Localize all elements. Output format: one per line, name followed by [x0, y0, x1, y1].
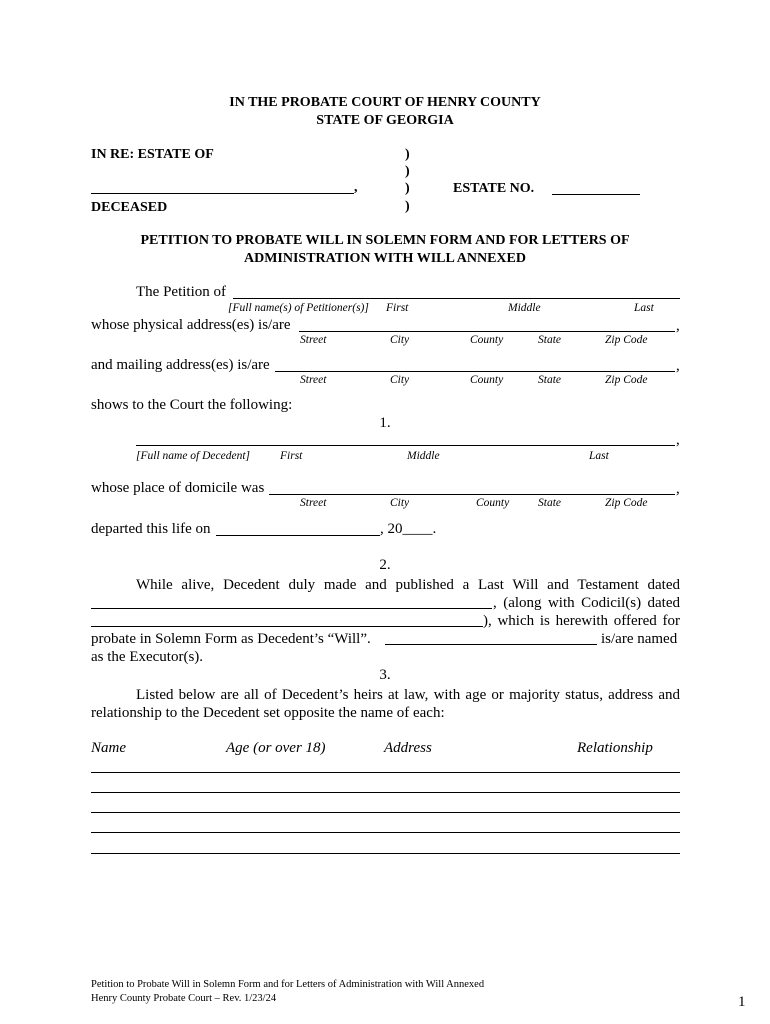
last-hint: Last — [634, 302, 654, 314]
street-hint: Street — [300, 497, 327, 509]
city-hint: City — [390, 374, 410, 386]
state-name: STATE OF GEORGIA — [316, 113, 454, 128]
heir-row-field[interactable] — [91, 812, 680, 813]
physical-address-field[interactable] — [299, 331, 675, 332]
street-hint: Street — [300, 334, 327, 346]
caption-paren: ) — [405, 181, 410, 196]
footer-form-title: Petition to Probate Will in Solemn Form and for Letters of Administration with Will Annexed — [91, 979, 485, 990]
domicile-label: whose place of domicile was — [91, 480, 265, 496]
column-age: Age (or over 18) — [226, 740, 326, 756]
heir-row-field[interactable] — [91, 792, 680, 793]
in-re-label: IN RE: ESTATE OF — [91, 147, 214, 162]
heir-row-field[interactable] — [91, 832, 680, 833]
caption-paren: ) — [405, 147, 410, 162]
zip-hint: Zip Code — [605, 334, 648, 346]
mailing-address-field[interactable] — [275, 371, 675, 372]
petition-title-line2: ADMINISTRATION WITH WILL ANNEXED — [243, 251, 526, 266]
court-name: IN THE PROBATE COURT OF HENRY COUNTY — [229, 95, 541, 110]
city-hint: City — [390, 334, 410, 346]
estate-no-field[interactable] — [552, 194, 640, 195]
will-statement-line1: While alive, Decedent duly made and published a Last Will and Testament dated — [136, 577, 680, 593]
shows-label: shows to the Court the following: — [91, 397, 293, 413]
domicile-field[interactable] — [269, 494, 675, 495]
comma: , — [676, 358, 680, 374]
heirs-statement-line1: Listed below are all of Decedent’s heirs at law, with age or majority status, address and — [136, 687, 680, 703]
column-address: Address — [384, 740, 432, 756]
comma: , — [676, 432, 680, 448]
decedent-hint: [Full name of Decedent] — [136, 450, 251, 462]
executor-field[interactable] — [385, 644, 597, 645]
petitioner-hint: [Full name(s) of Petitioner(s)] — [228, 302, 369, 314]
will-statement-line5: as the Executor(s). — [91, 649, 204, 665]
death-date-field[interactable] — [216, 535, 380, 536]
heirs-statement-line2: relationship to the Decedent set opposite the name of each: — [91, 705, 445, 721]
mailing-address-label: and mailing address(es) is/are — [91, 357, 270, 373]
petitioner-name-field[interactable] — [233, 298, 680, 299]
estate-no-label: ESTATE NO. — [453, 181, 535, 196]
page-number: 1 — [738, 994, 746, 1010]
zip-hint: Zip Code — [605, 374, 648, 386]
column-name: Name — [91, 740, 126, 756]
petition-title-line1: PETITION TO PROBATE WILL IN SOLEMN FORM AND FOR LETTERS OF — [140, 233, 630, 248]
middle-hint: Middle — [508, 302, 541, 314]
decedent-name-field[interactable] — [136, 445, 675, 446]
departed-label: departed this life on — [91, 521, 211, 537]
state-hint: State — [538, 497, 561, 509]
petition-of-label: The Petition of — [136, 284, 226, 300]
codicil-date-field[interactable] — [91, 626, 483, 627]
will-statement-line2: , (along with Codicil(s) dated — [493, 595, 680, 611]
first-hint: First — [280, 450, 303, 462]
section-1-number: 1. — [379, 415, 391, 431]
county-hint: County — [470, 334, 504, 346]
estate-name-field[interactable] — [91, 193, 354, 194]
state-hint: State — [538, 374, 561, 386]
column-relationship: Relationship — [577, 740, 653, 756]
section-3-number: 3. — [379, 667, 391, 683]
comma: , — [676, 481, 680, 497]
street-hint: Street — [300, 374, 327, 386]
city-hint: City — [390, 497, 410, 509]
physical-address-label: whose physical address(es) is/are — [91, 317, 291, 333]
comma: , — [676, 318, 680, 334]
county-hint: County — [476, 497, 510, 509]
middle-hint: Middle — [407, 450, 440, 462]
caption-paren: ) — [405, 199, 410, 214]
will-statement-line4: probate in Solemn Form as Decedent’s “Will”. — [91, 631, 371, 647]
is-are-named: is/are named — [601, 631, 678, 647]
state-hint: State — [538, 334, 561, 346]
heir-row-field[interactable] — [91, 772, 680, 773]
caption-comma: , — [354, 180, 358, 195]
footer-revision: Henry County Probate Court – Rev. 1/23/24 — [91, 993, 277, 1004]
first-hint: First — [386, 302, 409, 314]
will-statement-line3: ), which is herewith offered for — [483, 613, 680, 629]
heir-row-field[interactable] — [91, 853, 680, 854]
deceased-label: DECEASED — [91, 200, 168, 215]
county-hint: County — [470, 374, 504, 386]
zip-hint: Zip Code — [605, 497, 648, 509]
departed-year: , 20____. — [380, 521, 437, 537]
section-2-number: 2. — [379, 557, 391, 573]
last-hint: Last — [589, 450, 609, 462]
caption-paren: ) — [405, 164, 410, 179]
will-date-field[interactable] — [91, 608, 492, 609]
